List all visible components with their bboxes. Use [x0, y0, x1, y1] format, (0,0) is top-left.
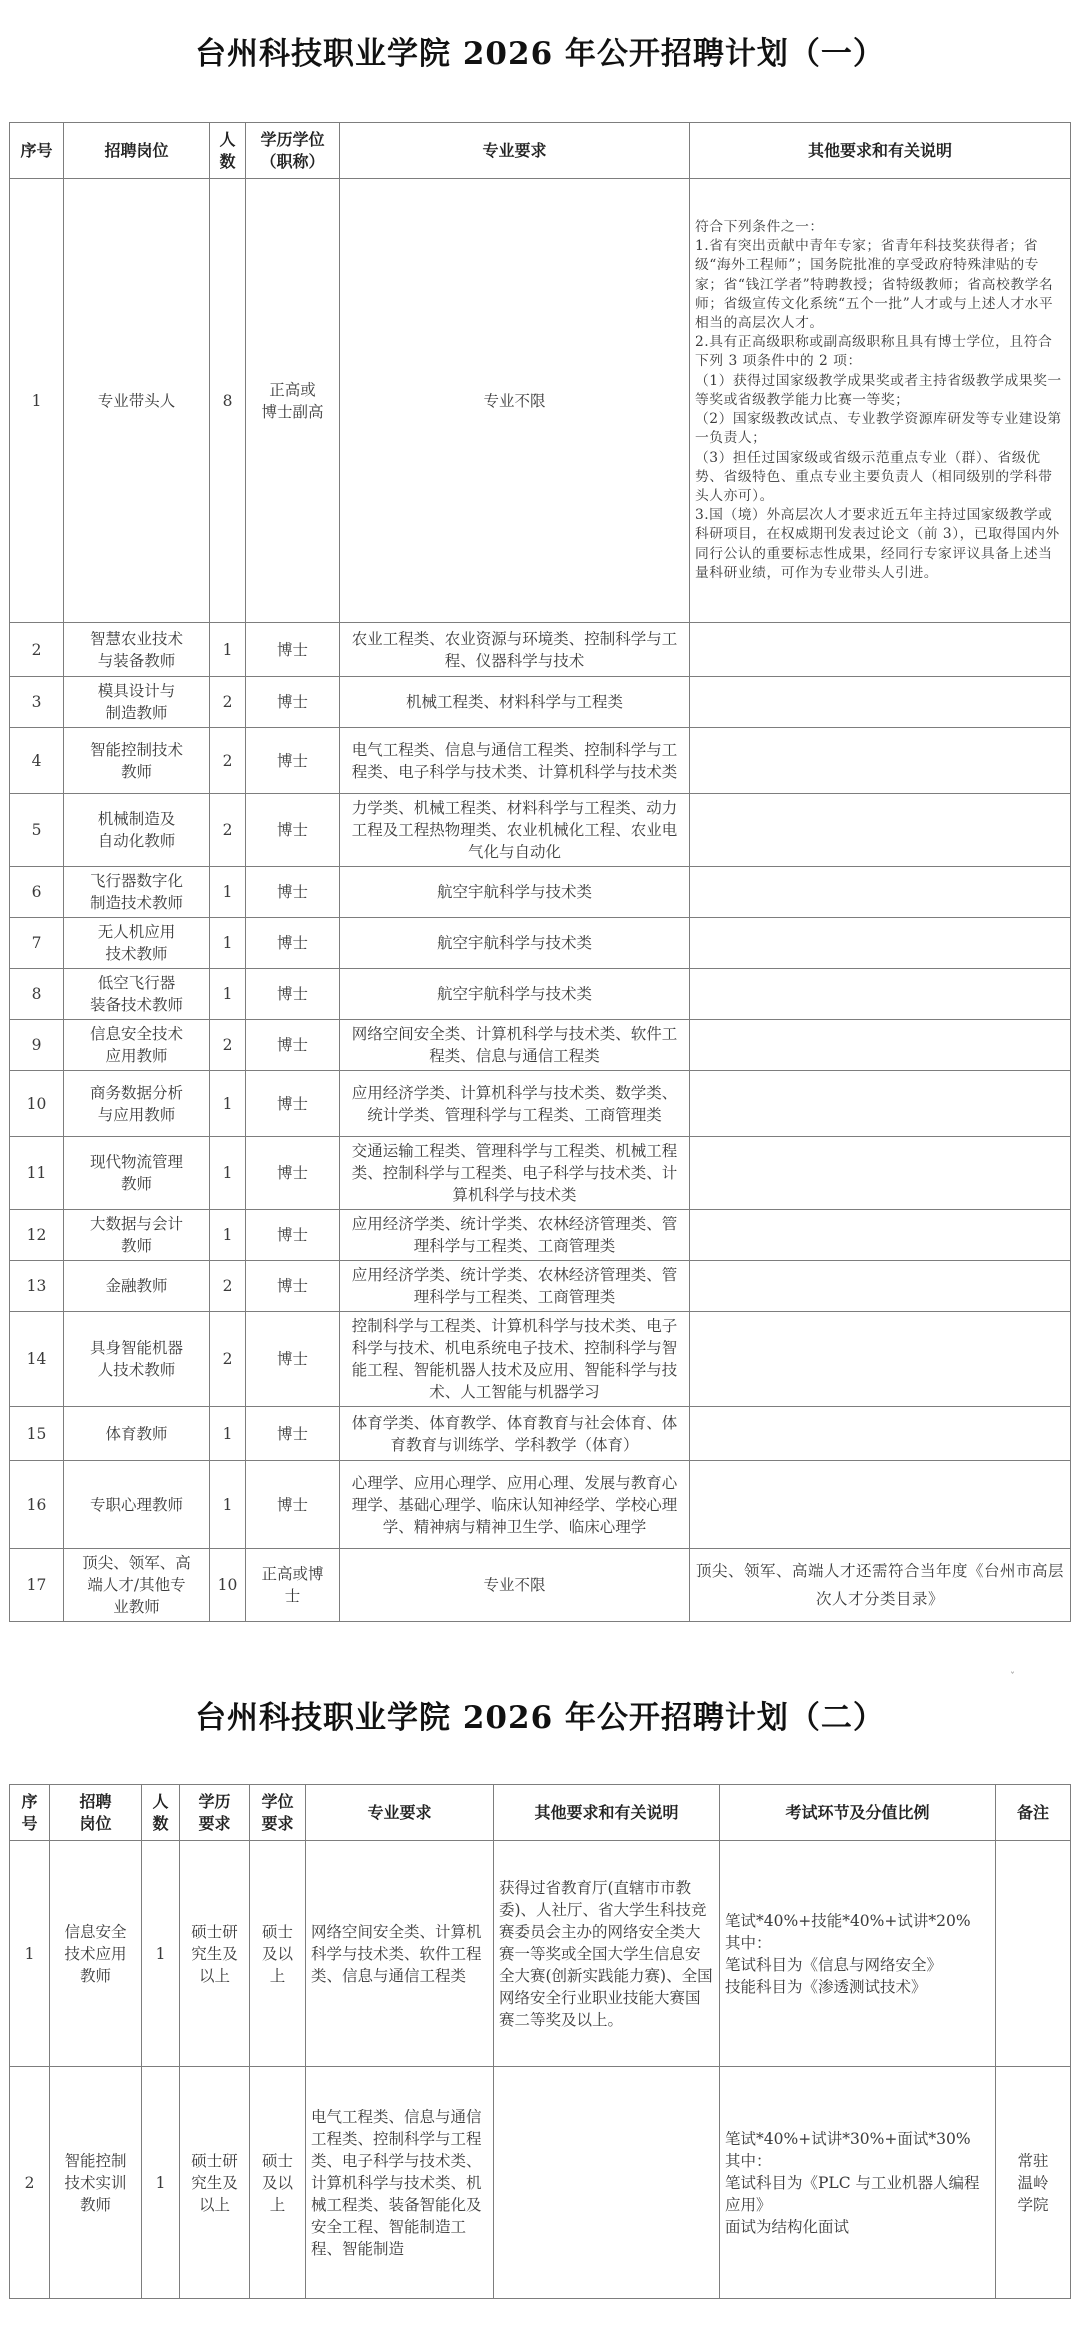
major-requirement: 力学类、机械工程类、材料科学与工程类、动力工程及工程热物理类、农业机械化工程、农业电气化与自动化: [340, 794, 690, 867]
headcount: 2: [210, 794, 246, 867]
degree-requirement: 正高或博 士: [246, 1549, 340, 1622]
other-requirements: [690, 918, 1071, 969]
major-requirement: 专业不限: [340, 179, 690, 623]
degree-requirement: 硕士 及以 上: [250, 2067, 306, 2299]
post-name: 现代物流管理 教师: [64, 1137, 210, 1210]
major-requirement: 机械工程类、材料科学与工程类: [340, 677, 690, 728]
row-number: 2: [10, 2067, 50, 2299]
header-major: 专业要求: [306, 1785, 494, 1841]
header-exam: 考试环节及分值比例: [720, 1785, 996, 1841]
post-name: 具身智能机器 人技术教师: [64, 1312, 210, 1407]
major-requirement: 应用经济学类、统计学类、农林经济管理类、管理科学与工程类、工商管理类: [340, 1210, 690, 1261]
table-row: [10, 677, 1071, 728]
header-education: 学历 要求: [180, 1785, 250, 1841]
degree-requirement: 博士: [246, 623, 340, 677]
major-requirement: 控制科学与工程类、计算机科学与技术类、电子科学与技术、机电系统电子技术、控制科学与智能工程、智能机器人技术及应用、智能科学与技术、人工智能与机器学习: [340, 1312, 690, 1407]
table-row: [10, 623, 1071, 677]
table-row: [10, 179, 1071, 623]
degree-requirement: 博士: [246, 1210, 340, 1261]
exam-ratio: 笔试*40%+技能*40%+试讲*20% 其中： 笔试科目为《信息与网络安全》 技能科目为《渗透测试技术》: [720, 1841, 996, 2067]
row-number: 6: [10, 867, 64, 918]
other-requirements: [690, 1137, 1071, 1210]
degree-requirement: 博士: [246, 1312, 340, 1407]
headcount: 1: [142, 2067, 180, 2299]
headcount: 1: [210, 969, 246, 1020]
post-name: 智慧农业技术 与装备教师: [64, 623, 210, 677]
row-number: 10: [10, 1071, 64, 1137]
degree-requirement: 博士: [246, 1137, 340, 1210]
row-number: 1: [10, 179, 64, 623]
header-note: 备注: [996, 1785, 1071, 1841]
other-requirements: [690, 1071, 1071, 1137]
major-requirement: 心理学、应用心理学、应用心理、发展与教育心理学、基础心理学、临床认知神经学、学校心理学、精神病与精神卫生学、临床心理学: [340, 1461, 690, 1549]
post-name: 专业带头人: [64, 179, 210, 623]
major-requirement: 电气工程类、信息与通信工程类、控制科学与工程类、电子科学与技术类、计算机科学与技术类: [340, 728, 690, 794]
post-name: 信息安全技术 应用教师: [64, 1020, 210, 1071]
other-requirements: 获得过省教育厅(直辖市市教委)、人社厅、省大学生科技竞赛委员会主办的网络安全类大赛一等奖或全国大学生信息安全大赛(创新实践能力赛)、全国网络安全行业职业技能大赛国赛二等奖及以上。: [494, 1841, 720, 2067]
post-name: 无人机应用 技术教师: [64, 918, 210, 969]
header-post: 招聘 岗位: [50, 1785, 142, 1841]
headcount: 2: [210, 1261, 246, 1312]
row-number: 4: [10, 728, 64, 794]
major-requirement: 应用经济学类、统计学类、农林经济管理类、管理科学与工程类、工商管理类: [340, 1261, 690, 1312]
post-name: 商务数据分析 与应用教师: [64, 1071, 210, 1137]
education-requirement: 硕士研 究生及 以上: [180, 1841, 250, 2067]
other-requirements: [494, 2067, 720, 2299]
table-row: [10, 794, 1071, 867]
headcount: 1: [210, 1137, 246, 1210]
post-name: 金融教师: [64, 1261, 210, 1312]
post-name: 低空飞行器 装备技术教师: [64, 969, 210, 1020]
degree-requirement: 博士: [246, 677, 340, 728]
other-requirements: [690, 677, 1071, 728]
table2-title: 台州科技职业学院 2026 年公开招聘计划（二）: [195, 1700, 885, 1736]
table-row: [10, 1407, 1071, 1461]
degree-requirement: 硕士 及以 上: [250, 1841, 306, 2067]
post-name: 大数据与会计 教师: [64, 1210, 210, 1261]
header-post: 招聘岗位: [64, 123, 210, 179]
headcount: 2: [210, 677, 246, 728]
headcount: 2: [210, 1312, 246, 1407]
other-requirements: [690, 1210, 1071, 1261]
headcount: 1: [210, 918, 246, 969]
education-requirement: 硕士研 究生及 以上: [180, 2067, 250, 2299]
degree-requirement: 博士: [246, 969, 340, 1020]
row-number: 14: [10, 1312, 64, 1407]
table-row: [10, 867, 1071, 918]
post-name: 智能控制技术 教师: [64, 728, 210, 794]
post-name: 信息安全 技术应用 教师: [50, 1841, 142, 2067]
post-name: 体育教师: [64, 1407, 210, 1461]
degree-requirement: 博士: [246, 867, 340, 918]
header-major: 专业要求: [340, 123, 690, 179]
row-number: 9: [10, 1020, 64, 1071]
row-number: 3: [10, 677, 64, 728]
major-requirement: 航空宇航科学与技术类: [340, 918, 690, 969]
table-row: [10, 1841, 1071, 2067]
degree-requirement: 博士: [246, 1461, 340, 1549]
header-no: 序号: [10, 123, 64, 179]
remark: [996, 1841, 1071, 2067]
other-requirements: [690, 1261, 1071, 1312]
post-name: 飞行器数字化 制造技术教师: [64, 867, 210, 918]
major-requirement: 网络空间安全类、计算机科学与技术类、软件工程类、信息与通信工程类: [340, 1020, 690, 1071]
post-name: 机械制造及 自动化教师: [64, 794, 210, 867]
headcount: 1: [210, 1071, 246, 1137]
header-count: 人 数: [142, 1785, 180, 1841]
table-row: [10, 1312, 1071, 1407]
row-number: 13: [10, 1261, 64, 1312]
degree-requirement: 博士: [246, 1020, 340, 1071]
degree-requirement: 博士: [246, 1407, 340, 1461]
table-row: [10, 1461, 1071, 1549]
other-requirements: [690, 969, 1071, 1020]
headcount: 2: [210, 728, 246, 794]
headcount: 1: [210, 623, 246, 677]
major-requirement: 体育学类、体育教学、体育教育与社会体育、体育教育与训练学、学科教学（体育）: [340, 1407, 690, 1461]
table-row: [10, 969, 1071, 1020]
row-number: 11: [10, 1137, 64, 1210]
table-row: [10, 918, 1071, 969]
other-requirements: [690, 1407, 1071, 1461]
header-degree: 学历学位 （职称）: [246, 123, 340, 179]
header-other: 其他要求和有关说明: [494, 1785, 720, 1841]
headcount: 1: [142, 1841, 180, 2067]
degree-requirement: 正高或 博士副高: [246, 179, 340, 623]
other-requirements: [690, 1312, 1071, 1407]
degree-requirement: 博士: [246, 1071, 340, 1137]
major-requirement: 网络空间安全类、计算机科学与技术类、软件工程类、信息与通信工程类: [306, 1841, 494, 2067]
major-requirement: 应用经济学类、计算机科学与技术类、数学类、统计学类、管理科学与工程类、工商管理类: [340, 1071, 690, 1137]
degree-requirement: 博士: [246, 728, 340, 794]
other-requirements: [690, 1020, 1071, 1071]
recruitment-table-1: [9, 122, 1071, 1622]
post-name: 顶尖、领军、高 端人才/其他专 业教师: [64, 1549, 210, 1622]
row-number: 5: [10, 794, 64, 867]
row-number: 15: [10, 1407, 64, 1461]
headcount: 1: [210, 1210, 246, 1261]
header-no: 序 号: [10, 1785, 50, 1841]
row-number: 1: [10, 1841, 50, 2067]
headcount: 1: [210, 1407, 246, 1461]
header-degree: 学位 要求: [250, 1785, 306, 1841]
degree-requirement: 博士: [246, 794, 340, 867]
degree-requirement: 博士: [246, 918, 340, 969]
headcount: 1: [210, 1461, 246, 1549]
post-name: 专职心理教师: [64, 1461, 210, 1549]
other-requirements: 顶尖、领军、高端人才还需符合当年度《台州市高层次人才分类目录》: [690, 1549, 1071, 1622]
table-row: [10, 1071, 1071, 1137]
major-requirement: 交通运输工程类、管理科学与工程类、机械工程类、控制科学与工程类、电子科学与技术类、计算机科学与技术类: [340, 1137, 690, 1210]
major-requirement: 航空宇航科学与技术类: [340, 867, 690, 918]
table-row: [10, 1020, 1071, 1071]
header-count: 人 数: [210, 123, 246, 179]
row-number: 12: [10, 1210, 64, 1261]
other-requirements: [690, 1461, 1071, 1549]
page-mark: ˇ: [1010, 1672, 1015, 1683]
table-row: [10, 2067, 1071, 2299]
remark: 常驻 温岭 学院: [996, 2067, 1071, 2299]
row-number: 8: [10, 969, 64, 1020]
table-row: [10, 1210, 1071, 1261]
row-number: 2: [10, 623, 64, 677]
row-number: 16: [10, 1461, 64, 1549]
headcount: 8: [210, 179, 246, 623]
other-requirements: [690, 867, 1071, 918]
other-requirements: 符合下列条件之一： 1.省有突出贡献中青年专家；省青年科技奖获得者；省级“海外工程师”；国务院批准的享受政府特殊津贴的专家；省“钱江学者”特聘教授；省特级教师；省高校教学名师；省级宣传文化系统“五个一批”人才或与上述人才水平相当的高层次人才。 2.具有正高级职称或副高级职称且具有博士学位，且符合下列 3 项条件中的 2 项： （1）获得过国家级教学成果奖或者主持省级教学成果奖一等奖或省级教学能力比赛一等奖； （2）国家级教改试点、专业教学资源库研发等专业建设第一负责人； （3）担任过国家级或省级示范重点专业（群）、省级优势、省级特色、重点专业主要负责人（相同级别的学科带头人亦可）。 3.国（境）外高层次人才要求近五年主持过国家级教学或科研项目，在权威期刊发表过论文（前 3），已取得国内外同行公认的重要标志性成果，经同行专家评议具备上述当量科研业绩，可作为专业带头人引进。: [690, 179, 1071, 623]
headcount: 1: [210, 867, 246, 918]
row-number: 17: [10, 1549, 64, 1622]
other-requirements: [690, 623, 1071, 677]
table-row: [10, 1261, 1071, 1312]
major-requirement: 航空宇航科学与技术类: [340, 969, 690, 1020]
headcount: 10: [210, 1549, 246, 1622]
header-other: 其他要求和有关说明: [690, 123, 1071, 179]
major-requirement: 农业工程类、农业资源与环境类、控制科学与工程、仪器科学与技术: [340, 623, 690, 677]
other-requirements: [690, 794, 1071, 867]
table-row: [10, 728, 1071, 794]
table-row: [10, 1549, 1071, 1622]
row-number: 7: [10, 918, 64, 969]
headcount: 2: [210, 1020, 246, 1071]
table-row: [10, 1137, 1071, 1210]
other-requirements: [690, 728, 1071, 794]
major-requirement: 电气工程类、信息与通信工程类、控制科学与工程类、电子科学与技术类、计算机科学与技术类、机械工程类、装备智能化及安全工程、智能制造工程、智能制造: [306, 2067, 494, 2299]
table1-title: 台州科技职业学院 2026 年公开招聘计划（一）: [195, 36, 885, 72]
recruitment-table-2: [9, 1784, 1071, 2299]
exam-ratio: 笔试*40%+试讲*30%+面试*30% 其中： 笔试科目为《PLC 与工业机器人编程应用》 面试为结构化面试: [720, 2067, 996, 2299]
post-name: 智能控制 技术实训 教师: [50, 2067, 142, 2299]
degree-requirement: 博士: [246, 1261, 340, 1312]
post-name: 模具设计与 制造教师: [64, 677, 210, 728]
major-requirement: 专业不限: [340, 1549, 690, 1622]
